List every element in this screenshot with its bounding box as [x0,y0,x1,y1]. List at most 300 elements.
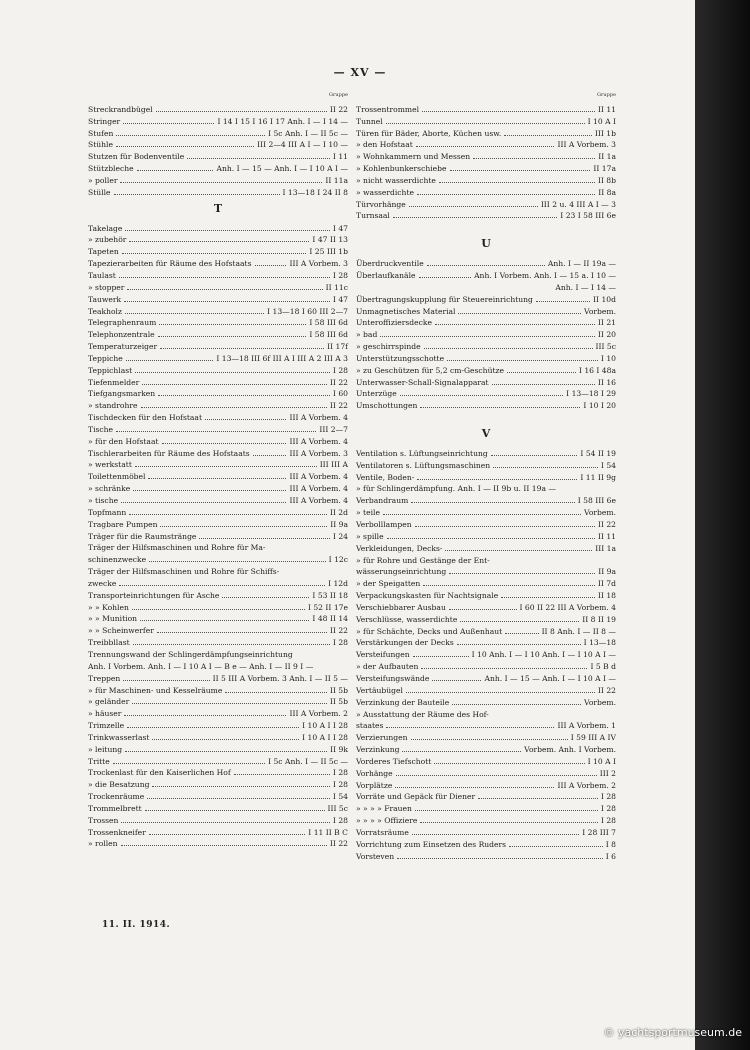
index-reference: I 54 [332,792,348,802]
leader-dots [421,668,587,669]
index-term: Verzinkung [356,745,400,755]
index-term: Taulast [88,270,116,280]
index-entry [356,173,616,185]
index-entry [356,695,616,707]
index-entry [88,244,348,256]
leader-dots [452,704,581,705]
index-term: Türvorhänge [356,199,406,209]
index-term: Träger der Hilfsmaschinen und Rohre für Schiffs- [88,567,280,577]
index-reference: II 17a [593,164,616,174]
index-term: Transporteinrichtungen für Asche [88,590,220,600]
index-reference: I 58 III 6d [309,330,348,340]
index-reference: I 28 [600,804,616,814]
index-term: Tragbare Pumpen [88,519,158,529]
index-term: staates [356,721,384,731]
index-reference: I 28 [332,365,348,375]
index-entry [356,766,616,778]
index-reference: I 10 A I [587,756,616,766]
index-reference: II 9a [330,519,348,529]
index-reference: I 13—18 [583,638,616,648]
index-entry [356,659,616,671]
index-reference: III 2 u. 4 III A I — 3 [540,199,616,209]
index-entry [356,612,616,624]
index-entry [88,481,348,493]
index-entry [88,256,348,268]
leader-dots [423,585,595,586]
index-term: Vorsteven [356,851,395,861]
index-term: Umschottungen [356,401,418,411]
index-entry [356,446,616,458]
index-entry [88,126,348,138]
leader-dots [434,763,584,764]
index-reference: I 59 III A IV [570,733,616,743]
index-reference: II 8a [598,187,616,197]
index-entry [356,730,616,742]
index-reference: I 28 [600,792,616,802]
index-entry [356,493,616,505]
index-entry [356,387,616,399]
index-term: » stopper [88,282,125,292]
index-term: » leitung [88,744,123,754]
leader-dots [509,846,603,847]
leader-dots [411,739,568,740]
index-term: Ventilation s. Lüftungseinrichtung [356,448,488,458]
index-entry [88,612,348,624]
leader-dots [416,146,555,147]
index-reference: III A Vorbem. 4 [289,472,348,482]
index-entry [88,446,348,458]
index-reference: I 47 [332,294,348,304]
index-term: » werkstatt [88,460,132,470]
index-reference: I 28 [332,768,348,778]
index-reference: II 22 [597,685,616,695]
index-reference: III A Vorbem. 3 [289,448,348,458]
index-entry [88,185,348,197]
index-entry [88,327,348,339]
index-term: Unterzüge [356,389,397,399]
index-entry [88,316,348,328]
leader-dots [123,123,214,124]
index-term: Verzinkung der Bauteile [356,697,450,707]
index-term: Träger für die Raumstränge [88,531,197,541]
index-term: Überlaufkanäle [356,270,416,280]
index-entry [88,161,348,173]
index-term: Versteifungswände [356,673,430,683]
leader-dots [393,217,557,218]
section-letter: U [481,237,491,251]
index-reference: II 11 [597,104,616,114]
index-reference: II 11 [597,531,616,541]
leader-dots [420,822,598,823]
index-reference: I 48 II 14 [312,614,348,624]
index-reference: I 52 II 17e [307,602,348,612]
index-term: » poller [88,175,118,185]
index-term: Takelage [88,223,123,233]
group-column-label: Gruppe [597,92,616,98]
index-entry [356,126,616,138]
index-term: » der Speigatten [356,579,421,589]
leader-dots [449,573,595,574]
index-entry [356,647,616,659]
index-reference: I 10 Anh. I — I 10 Anh. I — I 10 A I — [471,650,616,660]
index-reference: Vorbem. [584,508,616,518]
index-reference: III A Vorbem. 3 [557,140,616,150]
index-reference: II 21 [597,318,616,328]
spacer [356,220,616,232]
index-reference: I 28 [332,780,348,790]
leader-dots [422,111,595,112]
leader-dots [123,680,209,681]
index-term: Teppichlast [88,365,133,375]
index-term: » die Besatzung [88,780,150,790]
index-reference: III 2 [599,768,616,778]
index-term: Trimzelle [88,721,125,731]
index-reference: I 54 II 19 [580,448,616,458]
index-reference: II 22 [329,104,348,114]
index-reference: I 54 [600,460,616,470]
index-reference: III A Vorbem. 4 [289,413,348,423]
index-term: Stufen [88,128,114,138]
index-reference: I 10 A I [587,116,616,126]
index-term: Tischdecken für den Hofstaat [88,413,203,423]
index-term: Trossen [88,815,119,825]
index-entry [356,565,616,577]
leader-dots [417,194,595,195]
index-reference: II 8 II 19 [582,614,616,624]
index-reference: I 12d [328,578,348,588]
index-reference: III 1b [594,128,616,138]
index-reference: Anh. I — 15 — Anh. I — I 10 A I — [216,164,348,174]
index-term: Trossentrommel [356,104,420,114]
leader-dots [135,372,330,373]
index-reference: I 10 A I I 28 [302,721,348,731]
leader-dots [397,858,603,859]
index-term: Tritte [88,756,110,766]
index-term: » schränke [88,484,131,494]
leader-dots [400,395,563,396]
index-entry [88,766,348,778]
index-reference: I 13—18 III 6f III A I III A 2 III A 3 [216,353,348,363]
index-reference: I 28 [332,638,348,648]
index-reference: Anh. I Vorbem. Anh. I — 15 a. I 10 — [474,270,616,280]
index-entry [356,541,616,553]
leader-dots [116,135,265,136]
leader-dots [225,692,327,693]
index-term: zwecke [88,578,117,588]
index-term: » » Munition [88,614,138,624]
index-entry [88,801,348,813]
leader-dots [409,206,538,207]
index-reference: Vorbem. [584,306,616,316]
index-entry [88,233,348,245]
index-reference: III A Vorbem. 3 [289,259,348,269]
footer-date: 11. II. 1914. [102,920,171,930]
leader-dots [132,703,327,704]
index-reference: I 28 [332,270,348,280]
index-entry [88,777,348,789]
leader-dots [135,466,317,467]
leader-dots [124,715,286,716]
index-term: Stringer [88,116,121,126]
index-entry [356,624,616,636]
book-gutter [695,0,750,1050]
leader-dots [121,502,286,503]
index-reference: II 10d [593,294,616,304]
leader-dots [160,526,327,527]
leader-dots [460,621,579,622]
index-term: Stutzen für Bodenventile [88,152,185,162]
leader-dots [492,384,595,385]
index-term: Verschlüsse, wasserdichte [356,614,458,624]
index-reference: I 13—18 I 60 III 2—7 [267,306,348,316]
index-term: Vorrichtung zum Einsetzen des Ruders [356,839,507,849]
index-entry [88,647,348,659]
index-reference: II 5b [329,685,348,695]
leader-dots [152,786,329,787]
index-term: » für den Hofstaat [88,436,159,446]
index-reference: I 28 [600,816,616,826]
index-term: schinenzwecke [88,555,147,565]
index-reference: I 24 [332,531,348,541]
index-entry [88,114,348,126]
leader-dots [255,265,287,266]
index-reference: II 7d [597,579,616,589]
index-reference: II 20 [597,330,616,340]
index-entry [356,754,616,766]
index-term: Verstärkungen der Decks [356,638,454,648]
index-entry [88,387,348,399]
index-entry [356,529,616,541]
index-term: Vorhänge [356,768,393,778]
index-term: Treppen [88,673,121,683]
leader-dots [234,774,330,775]
index-reference: I 12c [328,555,348,565]
index-reference: I 11 [332,152,348,162]
leader-dots [380,336,595,337]
index-entry [88,351,348,363]
index-entry [356,363,616,375]
index-entry [88,221,348,233]
index-term: » bad [356,330,378,340]
leader-dots [156,111,327,112]
leader-dots [457,644,581,645]
index-entry [356,197,616,209]
leader-dots [125,230,330,231]
index-reference: I 13—18 I 29 [566,389,616,399]
index-entry [356,588,616,600]
index-term: » für Rohre und Gestänge der Ent- [356,555,490,565]
index-entry [356,778,616,790]
index-reference: I 60 II 22 III A Vorbem. 4 [519,602,616,612]
index-reference: I 8 [605,839,616,849]
index-term: » » Kohlen [88,602,129,612]
index-term: » nicht wasserdichte [356,175,436,185]
index-term: » geschirrspinde [356,342,421,352]
leader-dots [158,336,307,337]
index-entry [88,434,348,446]
index-entry [88,576,348,588]
leader-dots [133,644,330,645]
index-entry [356,482,616,494]
index-reference: II 17f [327,342,348,352]
index-term: Tiefgangsmarken [88,389,156,399]
index-term: Verschiebbarer Ausbau [356,602,446,612]
index-entry [88,825,348,837]
index-entry [356,517,616,529]
index-reference: I 23 I 58 III 6e [560,211,616,221]
index-entry [88,718,348,730]
index-entry [356,825,616,837]
index-reference: III A Vorbem. 4 [289,496,348,505]
leader-dots [114,194,280,195]
leader-dots [420,407,580,408]
index-reference: II 9a [598,567,616,577]
index-term: » » » » Offiziere [356,816,418,826]
index-reference: Anh. I — I 14 — [555,282,616,292]
index-entry [88,363,348,375]
leader-dots [149,834,305,835]
index-entries-left [88,102,348,848]
index-entry [88,493,348,505]
index-term: Streckrandbügel [88,104,153,114]
index-reference: Vorbem. [584,697,616,707]
index-entry [356,327,616,339]
index-reference: I 16 I 48a [578,365,616,375]
index-term: » zubehör [88,235,127,245]
leader-dots [439,182,595,183]
index-reference: II 16 [597,377,616,387]
index-term: Tische [88,424,114,434]
index-entry [88,789,348,801]
index-term: Tauwerk [88,294,122,304]
index-term: Vertäubügel [356,685,403,695]
index-term: Trockenräume [88,792,145,802]
index-term: Türen für Bäder, Aborte, Küchen usw. [356,128,502,138]
index-reference: I 53 II 18 [312,590,348,600]
index-entry [88,458,348,470]
index-entry [88,600,348,612]
index-term: Ventile, Boden- [356,472,415,482]
index-reference: III 2—7 [319,424,348,434]
leader-dots [222,597,309,598]
leader-dots [147,798,330,799]
index-term: Verbandraum [356,496,409,506]
index-entry [356,375,616,387]
index-term: Verzierungen [356,733,408,743]
spacer [356,410,616,422]
index-term: Treibbllast [88,638,130,648]
index-entry [88,623,348,635]
index-term: Unterstützungsschotte [356,353,445,363]
index-reference: Vorbem. Anh. I Vorbem. [524,745,616,755]
leader-dots [157,632,327,633]
index-entry [88,730,348,742]
index-term: Turnsaal [356,211,390,221]
leader-dots [450,170,591,171]
index-term: Teppiche [88,353,123,363]
index-entry [88,149,348,161]
index-entry [88,268,348,280]
leader-dots [491,455,578,456]
index-reference: I 10 A I I 28 [302,732,348,742]
index-term: Tapeten [88,247,119,257]
index-entry [356,813,616,825]
index-entry [88,635,348,647]
index-reference: III A Vorbem. 4 [289,436,348,446]
index-term: Stützbleche [88,164,134,174]
watermark: © yachtsportmuseum.de [603,1026,742,1039]
leader-dots [504,135,592,136]
leader-dots [126,360,214,361]
index-entry [88,505,348,517]
leader-dots [199,538,329,539]
leader-dots [116,431,316,432]
index-term: » Wohnkammern und Messen [356,152,471,162]
index-term: Trockenlast für den Kaiserlichen Hof [88,768,231,778]
index-term: » rollen [88,839,118,849]
index-term: » tische [88,496,119,505]
leader-dots [447,360,598,361]
index-column-left [88,92,348,848]
leader-dots [536,301,590,302]
index-reference: I 6 [605,851,616,861]
index-term: » » Scheinwerfer [88,626,154,636]
leader-dots [120,182,322,183]
index-entry [356,470,616,482]
index-entry [356,280,616,292]
leader-dots [133,490,286,491]
leader-dots [116,146,254,147]
index-term: » wasserdichte [356,187,414,197]
leader-dots [141,407,327,408]
index-term: » teile [356,508,380,518]
index-entry [88,422,348,434]
index-entry [88,837,348,849]
index-term: Vorratsräume [356,827,409,837]
index-reference: I 58 III 6e [577,496,616,506]
index-reference: I 5c Anh. I — II 5c — [268,756,348,766]
index-entry [356,138,616,150]
index-term: Stühle [88,140,113,150]
index-term: Versteifungen [356,650,410,660]
leader-dots [160,348,324,349]
index-term: » Ausstattung der Räume des Hof- [356,709,489,719]
leader-dots [119,585,325,586]
leader-dots [411,502,574,503]
index-entry [88,541,348,553]
index-reference: I 11 II 9g [580,472,616,482]
index-term: Topfmann [88,507,127,517]
leader-dots [162,443,287,444]
index-term: Tunnel [356,116,383,126]
index-term: Trennungswand der Schlingerdämpfungseinrichtung [88,649,293,659]
index-term: Temperaturzeiger [88,342,158,352]
index-term: Anh. I Vorbem. Anh. I — I 10 A I — B e — Anh. I — II 9 I — [88,661,314,671]
index-reference: I 5c Anh. I — II 5c — [268,128,348,138]
index-term: Trommelbrett [88,803,142,813]
leader-dots [124,301,330,302]
leader-dots [383,514,581,515]
index-reference: III 2—4 III A I — I 10 — [257,140,348,150]
index-reference: II 9k [330,744,348,754]
index-reference: I 58 III 6d [309,318,348,328]
leader-dots [432,680,481,681]
index-entry [88,564,348,576]
index-entry [356,149,616,161]
index-reference: II 22 [329,377,348,387]
leader-dots [129,241,309,242]
index-reference: III 5c [327,803,348,813]
